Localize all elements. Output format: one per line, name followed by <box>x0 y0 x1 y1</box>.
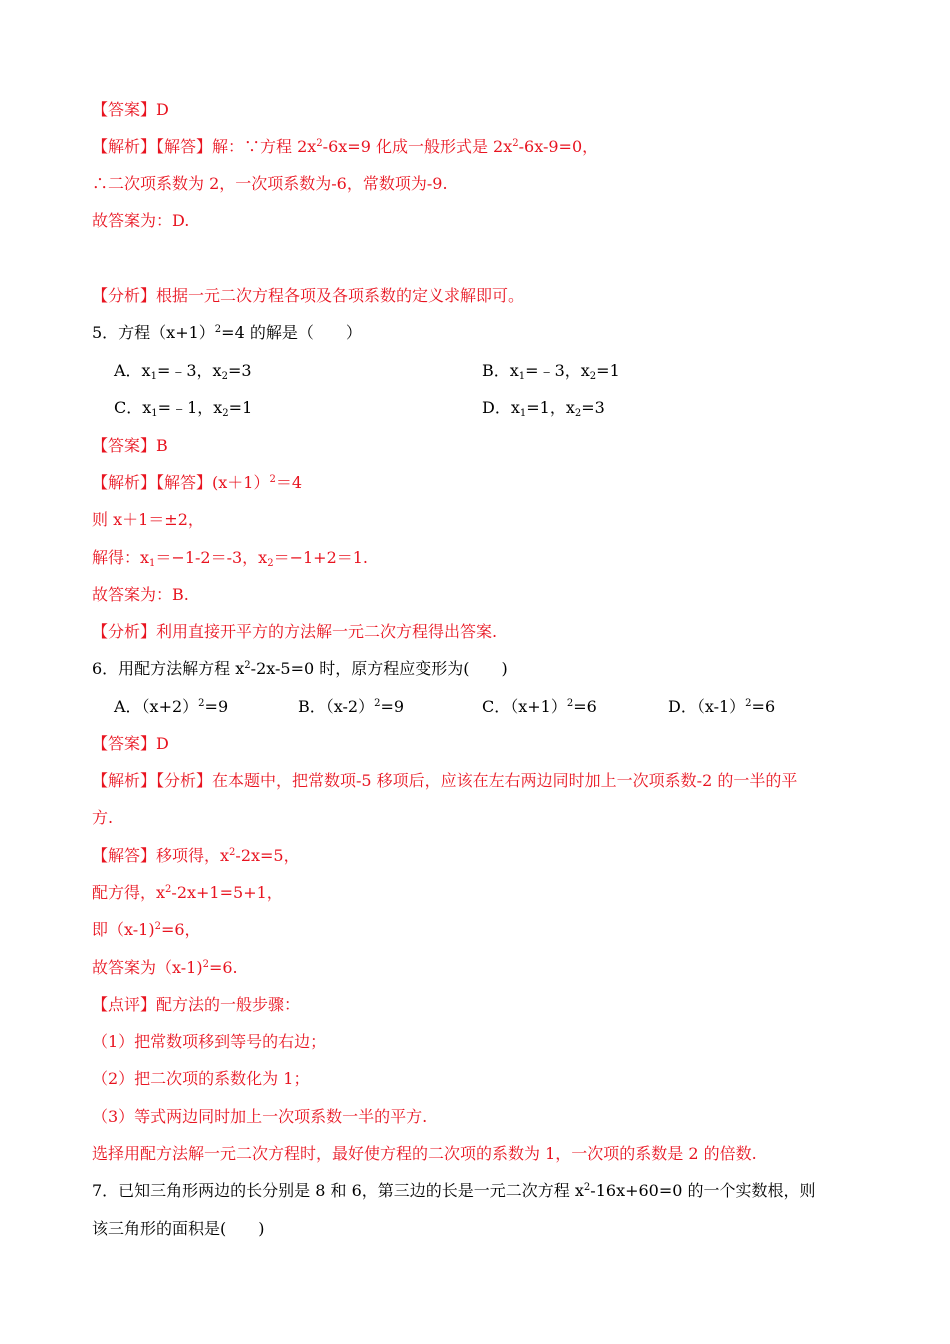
superscript: 2 <box>745 698 752 709</box>
superscript: 2 <box>154 921 161 932</box>
q6-peifang <box>92 882 283 904</box>
opt-part: B．（x-2） <box>298 697 375 716</box>
opt-part: B．x <box>482 361 519 380</box>
q5-line3-part: ＝−1-2＝-3，x <box>155 548 268 567</box>
subscript: 2 <box>574 408 582 419</box>
q5-option-d <box>482 397 605 419</box>
opt-part: =﹣3，x <box>525 361 590 380</box>
q4-jiexi-part: -6x=9 化成一般形式是 2x <box>322 137 513 156</box>
superscript: 2 <box>583 1182 591 1193</box>
opt-part: D．（x-1） <box>668 697 746 716</box>
q6-ji-part: 即（x-1) <box>92 920 155 939</box>
q6-answer: 【答案】D <box>92 734 169 753</box>
opt-part: D．x <box>482 398 520 417</box>
q5-line4: 故答案为：B. <box>92 585 189 604</box>
q6-jieda-part: 【解答】移项得，x <box>92 846 230 865</box>
q6-option-a <box>114 696 228 718</box>
q4-jiexi <box>92 136 598 158</box>
q6-step3: （3）等式两边同时加上一次项系数一半的平方. <box>92 1107 428 1126</box>
subscript: 1 <box>151 408 158 419</box>
q6-gu <box>92 957 238 979</box>
superscript: 2 <box>229 847 236 858</box>
superscript: 2 <box>374 698 381 709</box>
q4-jiexi-part: -6x-9=0， <box>518 137 599 156</box>
superscript: 2 <box>165 884 172 895</box>
q5-stem-part: 5．方程（x+1） <box>92 323 215 342</box>
q5-jiexi-part: 【解析】【解答】(x＋1） <box>92 473 270 492</box>
q6-step2: （2）把二次项的系数化为 1； <box>92 1069 310 1088</box>
q5-fenxi: 【分析】利用直接开平方的方法解一元二次方程得出答案. <box>92 622 498 641</box>
superscript: 2 <box>269 474 276 485</box>
q6-jieda <box>92 845 300 867</box>
q7-stem-part: 7．已知三角形两边的长分别是 8 和 6，第三边的长是一元二次方程 x <box>92 1181 584 1200</box>
subscript: 1 <box>150 371 157 382</box>
q5-line3-part: ＝−1+2＝1. <box>273 548 369 567</box>
q5-line2: 则 x＋1＝±2， <box>92 510 204 529</box>
superscript: 2 <box>566 698 574 709</box>
q6-peifang-part: 配方得，x <box>92 883 166 902</box>
q6-option-d <box>668 696 775 718</box>
superscript: 2 <box>198 698 205 709</box>
q5-answer: 【答案】B <box>92 436 168 455</box>
q6-note: 选择用配方法解一元二次方程时，最好使方程的二次项的系数为 1，一次项的系数是 2 的倍数. <box>92 1144 757 1163</box>
opt-part: =1，x <box>526 398 575 417</box>
q5-stem <box>92 322 362 344</box>
q6-step1: （1）把常数项移到等号的右边； <box>92 1032 327 1051</box>
q5-jiexi-part: ＝4 <box>275 473 303 492</box>
opt-part: =﹣3，x <box>156 361 222 380</box>
q6-jieda-part: -2x=5， <box>235 846 300 865</box>
q6-gu-part: =6. <box>208 958 238 977</box>
superscript: 2 <box>214 324 222 335</box>
q6-ji <box>92 919 201 941</box>
q6-gu-part: 故答案为（x-1) <box>92 958 203 977</box>
subscript: 1 <box>149 558 156 569</box>
subscript: 2 <box>267 558 274 569</box>
q7-stem-part: -16x+60=0 的一个实数根，则 <box>590 1181 816 1200</box>
opt-part: =1 <box>228 398 253 417</box>
opt-part: A．x <box>114 361 151 380</box>
q4-fenxi: 【分析】根据一元二次方程各项及各项系数的定义求解即可。 <box>92 286 525 305</box>
subscript: 1 <box>519 408 527 419</box>
opt-part: A．（x+2） <box>114 697 199 716</box>
q7-stem <box>92 1180 816 1202</box>
q5-jiexi <box>92 472 302 494</box>
q5-line3 <box>92 547 368 569</box>
q6-dianping: 【点评】配方法的一般步骤： <box>92 995 301 1014</box>
superscript: 2 <box>316 138 323 149</box>
q6-option-b <box>298 696 404 718</box>
superscript: 2 <box>512 138 519 149</box>
opt-part: =3 <box>227 361 252 380</box>
opt-part: C．x <box>114 398 152 417</box>
opt-part: =﹣1，x <box>157 398 223 417</box>
opt-part: =1 <box>596 361 620 380</box>
opt-part: =9 <box>204 697 229 716</box>
q4-jiexi-part: 【解析】【解答】解：∵方程 2x <box>92 137 317 156</box>
subscript: 2 <box>221 371 228 382</box>
opt-part: C．（x+1） <box>482 697 567 716</box>
q6-stem-part: 6．用配方法解方程 x <box>92 659 245 678</box>
q6-ji-part: =6， <box>160 920 201 939</box>
q6-option-c <box>482 696 597 718</box>
q5-line3-part: 解得：x <box>92 548 150 567</box>
opt-part: =3 <box>581 398 605 417</box>
subscript: 2 <box>222 408 229 419</box>
superscript: 2 <box>202 959 209 970</box>
opt-part: =9 <box>380 697 405 716</box>
q6-jiexi-cont: 方. <box>92 808 114 827</box>
q4-line2: ∴二次项系数为 2，一次项系数为-6，常数项为-9. <box>92 174 448 193</box>
opt-part: =6 <box>751 697 776 716</box>
subscript: 2 <box>589 371 597 382</box>
q6-jiexi: 【解析】【分析】在本题中，把常数项-5 移项后，应该在左右两边同时加上一次项系数-2 的一半的平 <box>92 771 798 790</box>
opt-part: =6 <box>573 697 597 716</box>
q5-stem-part: =4 的解是（ ） <box>221 323 362 342</box>
q7-stem-cont: 该三角形的面积是( ) <box>92 1219 265 1238</box>
q6-peifang-part: -2x+1=5+1， <box>171 883 283 902</box>
q5-option-c <box>114 397 252 419</box>
q6-stem <box>92 658 508 680</box>
q6-stem-part: -2x-5=0 时，原方程应变形为( ) <box>250 659 508 678</box>
q4-answer: 【答案】D <box>92 100 169 119</box>
q5-option-a <box>114 360 252 382</box>
superscript: 2 <box>244 660 251 671</box>
subscript: 1 <box>518 371 526 382</box>
q5-option-b <box>482 360 620 382</box>
q4-line3: 故答案为：D. <box>92 211 190 230</box>
